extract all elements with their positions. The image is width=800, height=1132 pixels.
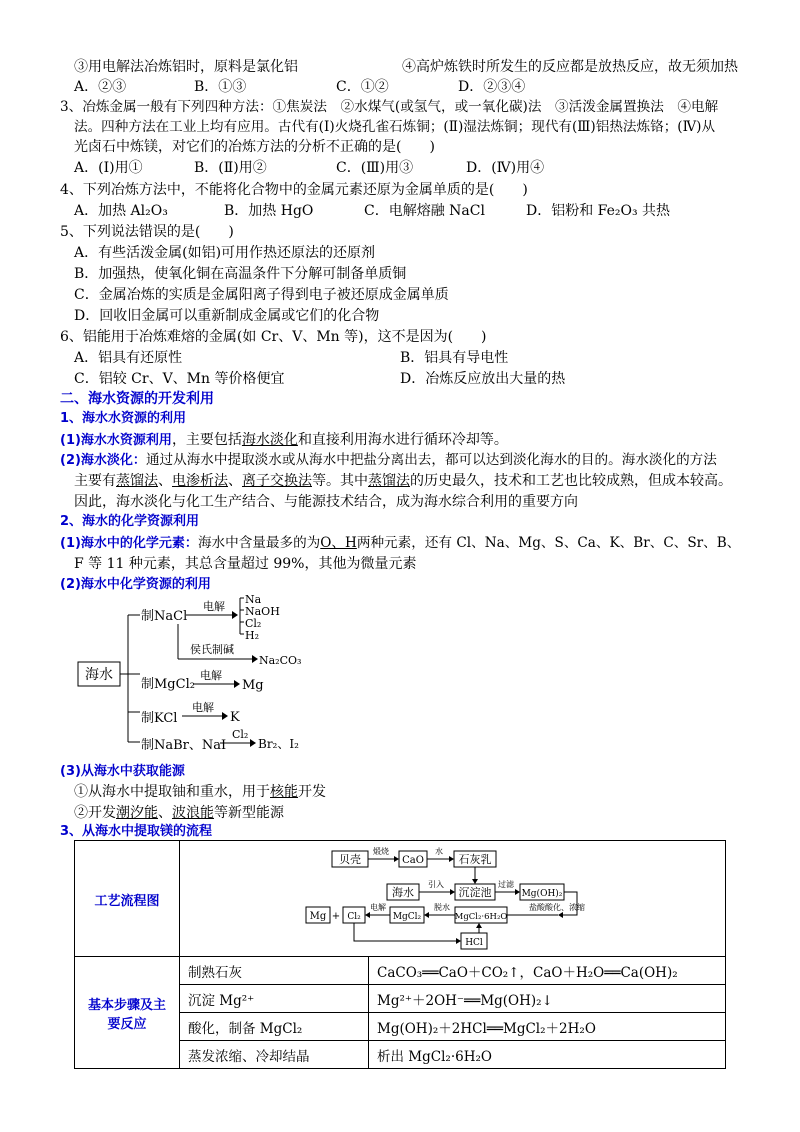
q3-option-c[interactable]: C．(Ⅲ)用③ (336, 160, 414, 176)
flow-mg: Mg (309, 911, 327, 922)
tree-product: Br₂、I₂ (258, 737, 299, 751)
step-name: 制熟石灰 (180, 957, 369, 985)
step-name: 沉淀 Mg²⁺ (180, 985, 369, 1013)
flow-dehyd: 脱水 (434, 903, 450, 912)
tree-product: K (230, 710, 240, 725)
tree-product: Na (245, 593, 262, 606)
flow-cl2: Cl₂ (347, 912, 361, 922)
q4-option-a[interactable]: A．加热 Al₂O₃ (74, 203, 168, 219)
q2-option-d[interactable]: D．②③④ (458, 79, 526, 95)
q2-option-b[interactable]: B．①③ (194, 79, 247, 95)
para-desalination-3: 因此，海水淡化与化工生产结合、与能源技术结合，成为海水综合利用的重要方向 (74, 494, 578, 510)
table-row (75, 957, 726, 985)
para-energy-2: ②开发潮汐能、波浪能等新型能源 (74, 805, 284, 821)
step-reaction: 析出 MgCl₂·6H₂O (369, 1041, 726, 1069)
q6-option-c[interactable]: C．铝较 Cr、V、Mn 等价格便宜 (74, 371, 285, 387)
flow-water: 水 (435, 847, 443, 856)
tree-arrow-label: 电解 (203, 600, 225, 613)
q3-option-a[interactable]: A．(Ⅰ)用① (74, 160, 143, 176)
q3-stem-1: 3、冶炼金属一般有下列四种方法：①焦炭法 ②水煤气(或氢气，或一氧化碳)法 ③活泼金属置换法 ④电解 (60, 99, 719, 115)
step-name: 酸化，制备 MgCl₂ (180, 1013, 369, 1041)
flow-table (74, 840, 726, 957)
tree-product: H₂ (245, 629, 260, 642)
para-desalination-1: (2)海水淡化：通过从海水中提取淡水或从海水中把盐分离出去，都可以达到淡化海水的目的。海水淡化的方法 (60, 452, 717, 468)
steps-label: 基本步骤及主要反应 (75, 957, 180, 1069)
q3-options (74, 158, 544, 178)
tree-branch-nabr: 制NaBr、NaI (141, 738, 227, 753)
q4-options (74, 201, 670, 221)
tree-arrow-label: 电解 (200, 669, 222, 682)
tree-branch-mgcl2: 制MgCl₂ (141, 677, 195, 692)
q4-option-b[interactable]: B．加热 HgO (224, 203, 314, 219)
flow-inlet: 引入 (428, 880, 444, 889)
q2-statement-4: ④高炉炼铁时所发生的反应都是放热反应，故无须加热 (402, 59, 738, 75)
tree-arrow-label: Cl₂ (232, 728, 249, 741)
tree-product: Na₂CO₃ (259, 654, 302, 667)
q5-option-b[interactable]: B．加强热，使氧化铜在高温条件下分解可制备单质铜 (74, 266, 407, 282)
para-water-use: (1)海水水资源利用，主要包括海水淡化和直接利用海水进行循环冷却等。 (60, 432, 508, 448)
flow-cao: CaO (402, 855, 424, 866)
step-reaction: Mg(OH)₂＋2HCl══MgCl₂＋2H₂O (369, 1013, 726, 1041)
tree-branch-nacl: 制NaCl (141, 609, 188, 624)
flow-acid: 盐酸酸化、浓缩 (529, 903, 585, 912)
q5-option-d[interactable]: D．回收旧金属可以重新制成金属或它们的化合物 (74, 308, 380, 324)
subheading-2: 2、海水的化学资源利用 (60, 514, 200, 529)
para-label: (2)海水淡化： (60, 453, 146, 468)
flow-plus: + (331, 911, 341, 922)
para-elements-2: F 等 11 种元素，其总含量超过 99%，其他为微量元素 (74, 556, 417, 572)
q3-option-b[interactable]: B．(Ⅱ)用② (194, 160, 267, 176)
flow-mgcl2: MgCl₂ (392, 912, 422, 922)
tree-arrow-label: 侯氏制碱 (190, 643, 234, 656)
q3-option-d[interactable]: D．(Ⅳ)用④ (466, 160, 545, 176)
q4-option-d[interactable]: D．铝粉和 Fe₂O₃ 共热 (526, 203, 671, 219)
flow-elec: 电解 (370, 903, 386, 912)
q3-stem-3: 光卤石中炼镁，对它们的冶炼方法的分析不正确的是( ) (74, 139, 435, 155)
tree-product: NaOH (245, 605, 280, 618)
step-name: 蒸发浓缩、冷却结晶 (180, 1041, 369, 1069)
seawater-resource-tree (70, 590, 370, 758)
tree-product: Cl₂ (245, 617, 262, 630)
para-energy-1: ①从海水中提取铀和重水，用于核能开发 (74, 784, 326, 800)
para-desalination-2: 主要有蒸馏法、电渗析法、离子交换法等。其中蒸馏法的历史最久，技术和工艺也比较成熟，但成本较高。 (74, 473, 732, 489)
step-reaction: Mg²⁺＋2OH⁻══Mg(OH)₂↓ (369, 985, 726, 1013)
q2-option-a[interactable]: A．②③ (74, 79, 127, 95)
flow-filter: 过滤 (498, 880, 514, 889)
flow-seawater: 海水 (392, 886, 414, 899)
q2-options (74, 77, 525, 97)
flow-label: 工艺流程图 (94, 893, 160, 909)
magnesium-flow-chart (305, 845, 605, 953)
tree-arrow-label: 电解 (192, 701, 214, 714)
para-elements-1: (1)海水中的化学元素：海水中含量最多的为O、H两种元素，还有 Cl、Na、Mg、S、Ca、K、Br、C、Sr、B、 (60, 535, 741, 551)
q6-option-d[interactable]: D．冶炼反应放出大量的热 (400, 371, 566, 387)
flow-calcine: 煅烧 (373, 847, 389, 856)
q2-option-c[interactable]: C．①② (336, 79, 389, 95)
q5-option-c[interactable]: C．金属冶炼的实质是金属阳离子得到电子被还原成金属单质 (74, 287, 449, 303)
q4-option-c[interactable]: C．电解熔融 NaCl (364, 203, 485, 219)
q3-stem-2: 法。四种方法在工业上均有应用。古代有(Ⅰ)火烧孔雀石炼铜；(Ⅱ)湿法炼铜；现代有(Ⅲ)铝热法炼铬；(Ⅳ)从 (74, 119, 716, 135)
flow-tank: 沉淀池 (458, 886, 492, 899)
q5-stem: 5、下列说法错误的是( ) (60, 224, 234, 240)
section-title: 二、海水资源的开发利用 (60, 391, 214, 407)
reaction-steps-table (74, 956, 726, 1069)
q6-option-b[interactable]: B．铝具有导电性 (400, 350, 509, 366)
tree-product: Mg (242, 678, 264, 693)
para-label: (1)海水水资源利用 (60, 433, 172, 448)
q6-stem: 6、铝能用于冶炼难熔的金属(如 Cr、V、Mn 等)，这不是因为( ) (60, 329, 487, 345)
step-reaction: CaCO₃══CaO＋CO₂↑，CaO＋H₂O══Ca(OH)₂ (369, 957, 726, 985)
para-energy-label: (3)从海水中获取能源 (60, 764, 185, 779)
q2-statement-3: ③用电解法冶炼铝时，原料是氯化铝 (74, 59, 298, 75)
para-resources-label: (2)海水中化学资源的利用 (60, 577, 211, 592)
para-label: (1)海水中的化学元素： (60, 536, 198, 551)
q4-stem: 4、下列冶炼方法中，不能将化合物中的金属元素还原为金属单质的是( ) (60, 182, 528, 198)
tree-branch-kcl: 制KCl (141, 711, 178, 726)
tree-root: 海水 (85, 667, 113, 683)
flow-label-cell (75, 841, 180, 957)
q5-option-a[interactable]: A．有些活泼金属(如铝)可用作热还原法的还原剂 (74, 245, 376, 261)
subheading-3: 3、从海水中提取镁的流程 (60, 824, 213, 839)
flow-lime: 石灰乳 (458, 853, 492, 866)
flow-shell: 贝壳 (339, 853, 361, 866)
flow-hydrate: MgCl₂·6H₂O (454, 912, 508, 922)
q6-option-a[interactable]: A．铝具有还原性 (74, 350, 183, 366)
flow-hcl: HCl (465, 938, 483, 948)
subheading-1: 1、海水水资源的利用 (60, 411, 187, 426)
flow-mgoh: Mg(OH)₂ (521, 889, 563, 899)
